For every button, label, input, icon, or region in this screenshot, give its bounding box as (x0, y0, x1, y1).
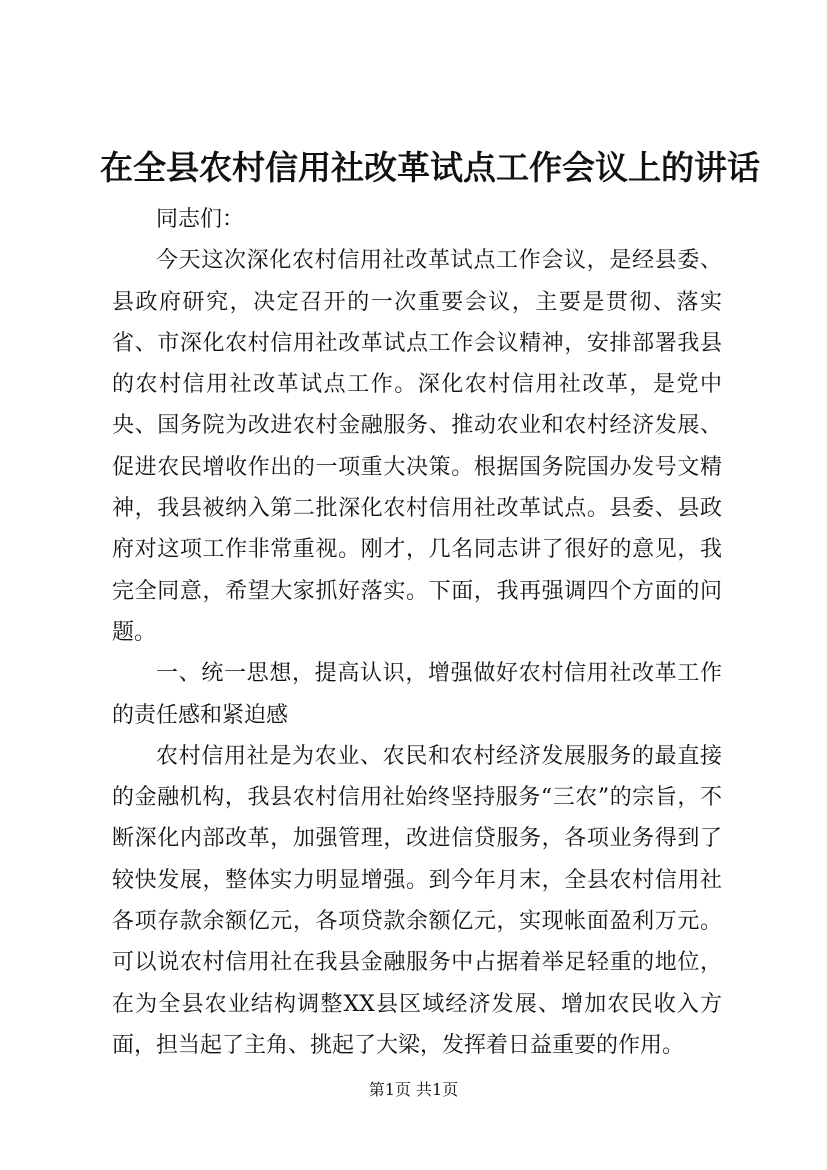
section-heading-1: 一、统一思想，提高认识，增强做好农村信用社改革工作的责任感和紧迫感 (112, 661, 722, 728)
document-title: 在全县农村信用社改革试点工作会议上的讲话 (100, 148, 760, 187)
paragraph-section-1: 农村信用社是为农业、农民和农村经济发展服务的最直接的金融机构，我县农村信用社始终坚持服务“三农”的宗旨，不断深化内部改革，加强管理，改进信贷服务，各项业务得到了较快发展，整体实力明显增强。到今年月末，全县农村信用社各项存款余额亿元，各项贷款余额亿元，实现帐面盈利万元。可以说农村信用社在我县金融服务中占据着举足轻重的地位，在为全县农业结构调整XX县区域经济发展、增加农民收入方面，担当起了主角、挑起了大梁，发挥着日益重要的作用。 (112, 743, 722, 1058)
paragraph-intro: 今天这次深化农村信用社改革试点工作会议，是经县委、县政府研究，决定召开的一次重要会议，主要是贯彻、落实省、市深化农村信用社改革试点工作会议精神，安排部署我县的农村信用社改革试点工作。深化农村信用社改革，是党中央、国务院为改进农村金融服务、推动农业和农村经济发展、促进农民增收作出的一项重大决策。根据国务院国办发号文精神，我县被纳入第二批深化农村信用社改革试点。县委、县政府对这项工作非常重视。刚才，几名同志讲了很好的意见，我完全同意，希望大家抓好落实。下面，我再强调四个方面的问题。 (112, 248, 722, 645)
salutation: 同志们： (156, 207, 245, 232)
document-body (112, 199, 722, 1066)
page-footer: 第1页 共1页 (368, 1080, 459, 1099)
